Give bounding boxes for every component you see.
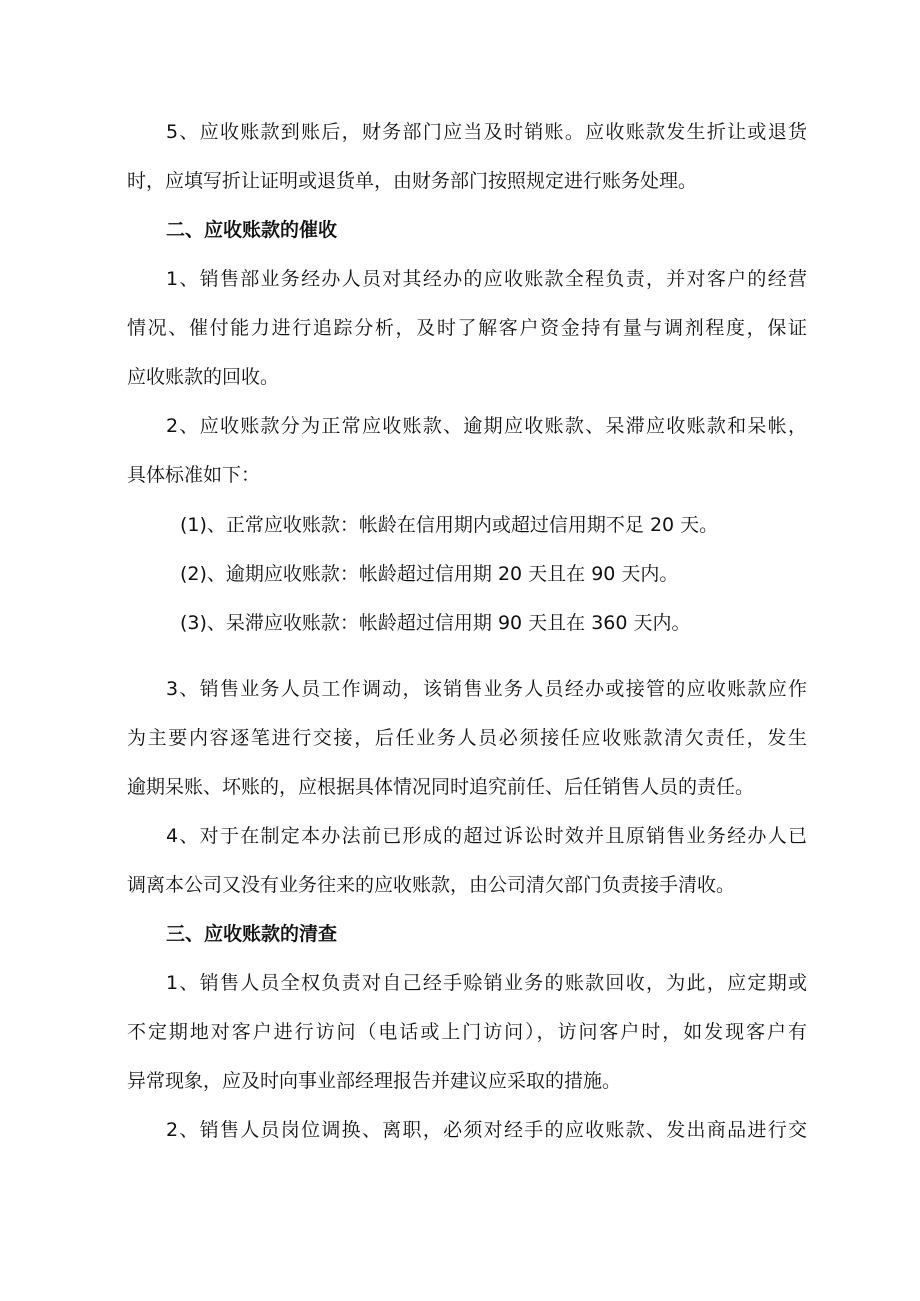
s2-paragraph-4-line-1: 4、对于在制定本办法前已形成的超过诉讼时效并且原销售业务经办人已 [166,825,807,847]
paragraph-5-line-2: 时，应填写折让证明或退货单，由财务部门按照规定进行账务处理。 [127,170,698,192]
s3-paragraph-1-line-2: 不定期地对客户进行访问（电话或上门访问），访问客户时，如发现客户有 [127,1021,807,1043]
s2-paragraph-4-line-2: 调离本公司又没有业务往来的应收账款，由公司清欠部门负责接手清收。 [127,874,736,896]
s3-paragraph-2-line-1: 2、销售人员岗位调换、离职，必须对经手的应收账款、发出商品进行交 [166,1119,807,1141]
s2-list-item-3: (3)、呆滞应收账款：帐龄超过信用期 90 天且在 360 天内。 [180,612,691,634]
s2-paragraph-1-line-3: 应收账款的回收。 [127,366,280,388]
s2-paragraph-1-line-2: 情况、催付能力进行追踪分析，及时了解客户资金持有量与调剂程度，保证 [127,317,807,339]
s2-paragraph-1-line-1: 1、销售部业务经办人员对其经办的应收账款全程负责，并对客户的经营 [166,268,807,290]
s2-paragraph-3-line-1: 3、销售业务人员工作调动，该销售业务人员经办或接管的应收账款应作 [166,678,807,700]
s2-paragraph-2-line-1: 2、应收账款分为正常应收账款、逾期应收账款、呆滞应收账款和呆帐， [166,415,807,437]
s2-paragraph-2-line-2: 具体标准如下： [127,464,261,486]
section-2-heading: 二、应收账款的催收 [166,219,338,241]
s2-paragraph-3-line-2: 为主要内容逐笔进行交接，后任业务人员必须接任应收账款清欠责任，发生 [127,727,807,749]
s3-paragraph-1-line-3: 异常现象，应及时向事业部经理报告并建议应采取的措施。 [127,1070,622,1092]
s2-list-item-1: (1)、正常应收账款：帐龄在信用期内或超过信用期不足 20 天。 [180,514,719,536]
s2-paragraph-3-line-3: 逾期呆账、坏账的，应根据具体情况同时追究前任、后任销售人员的责任。 [127,776,755,798]
paragraph-5-line-1: 5、应收账款到账后，财务部门应当及时销账。应收账款发生折让或退货 [166,121,807,143]
s2-list-item-2: (2)、逾期应收账款：帐龄超过信用期 20 天且在 90 天内。 [180,563,679,585]
section-3-heading: 三、应收账款的清查 [166,923,338,945]
s3-paragraph-1-line-1: 1、销售人员全权负责对自己经手赊销业务的账款回收，为此，应定期或 [166,972,807,994]
